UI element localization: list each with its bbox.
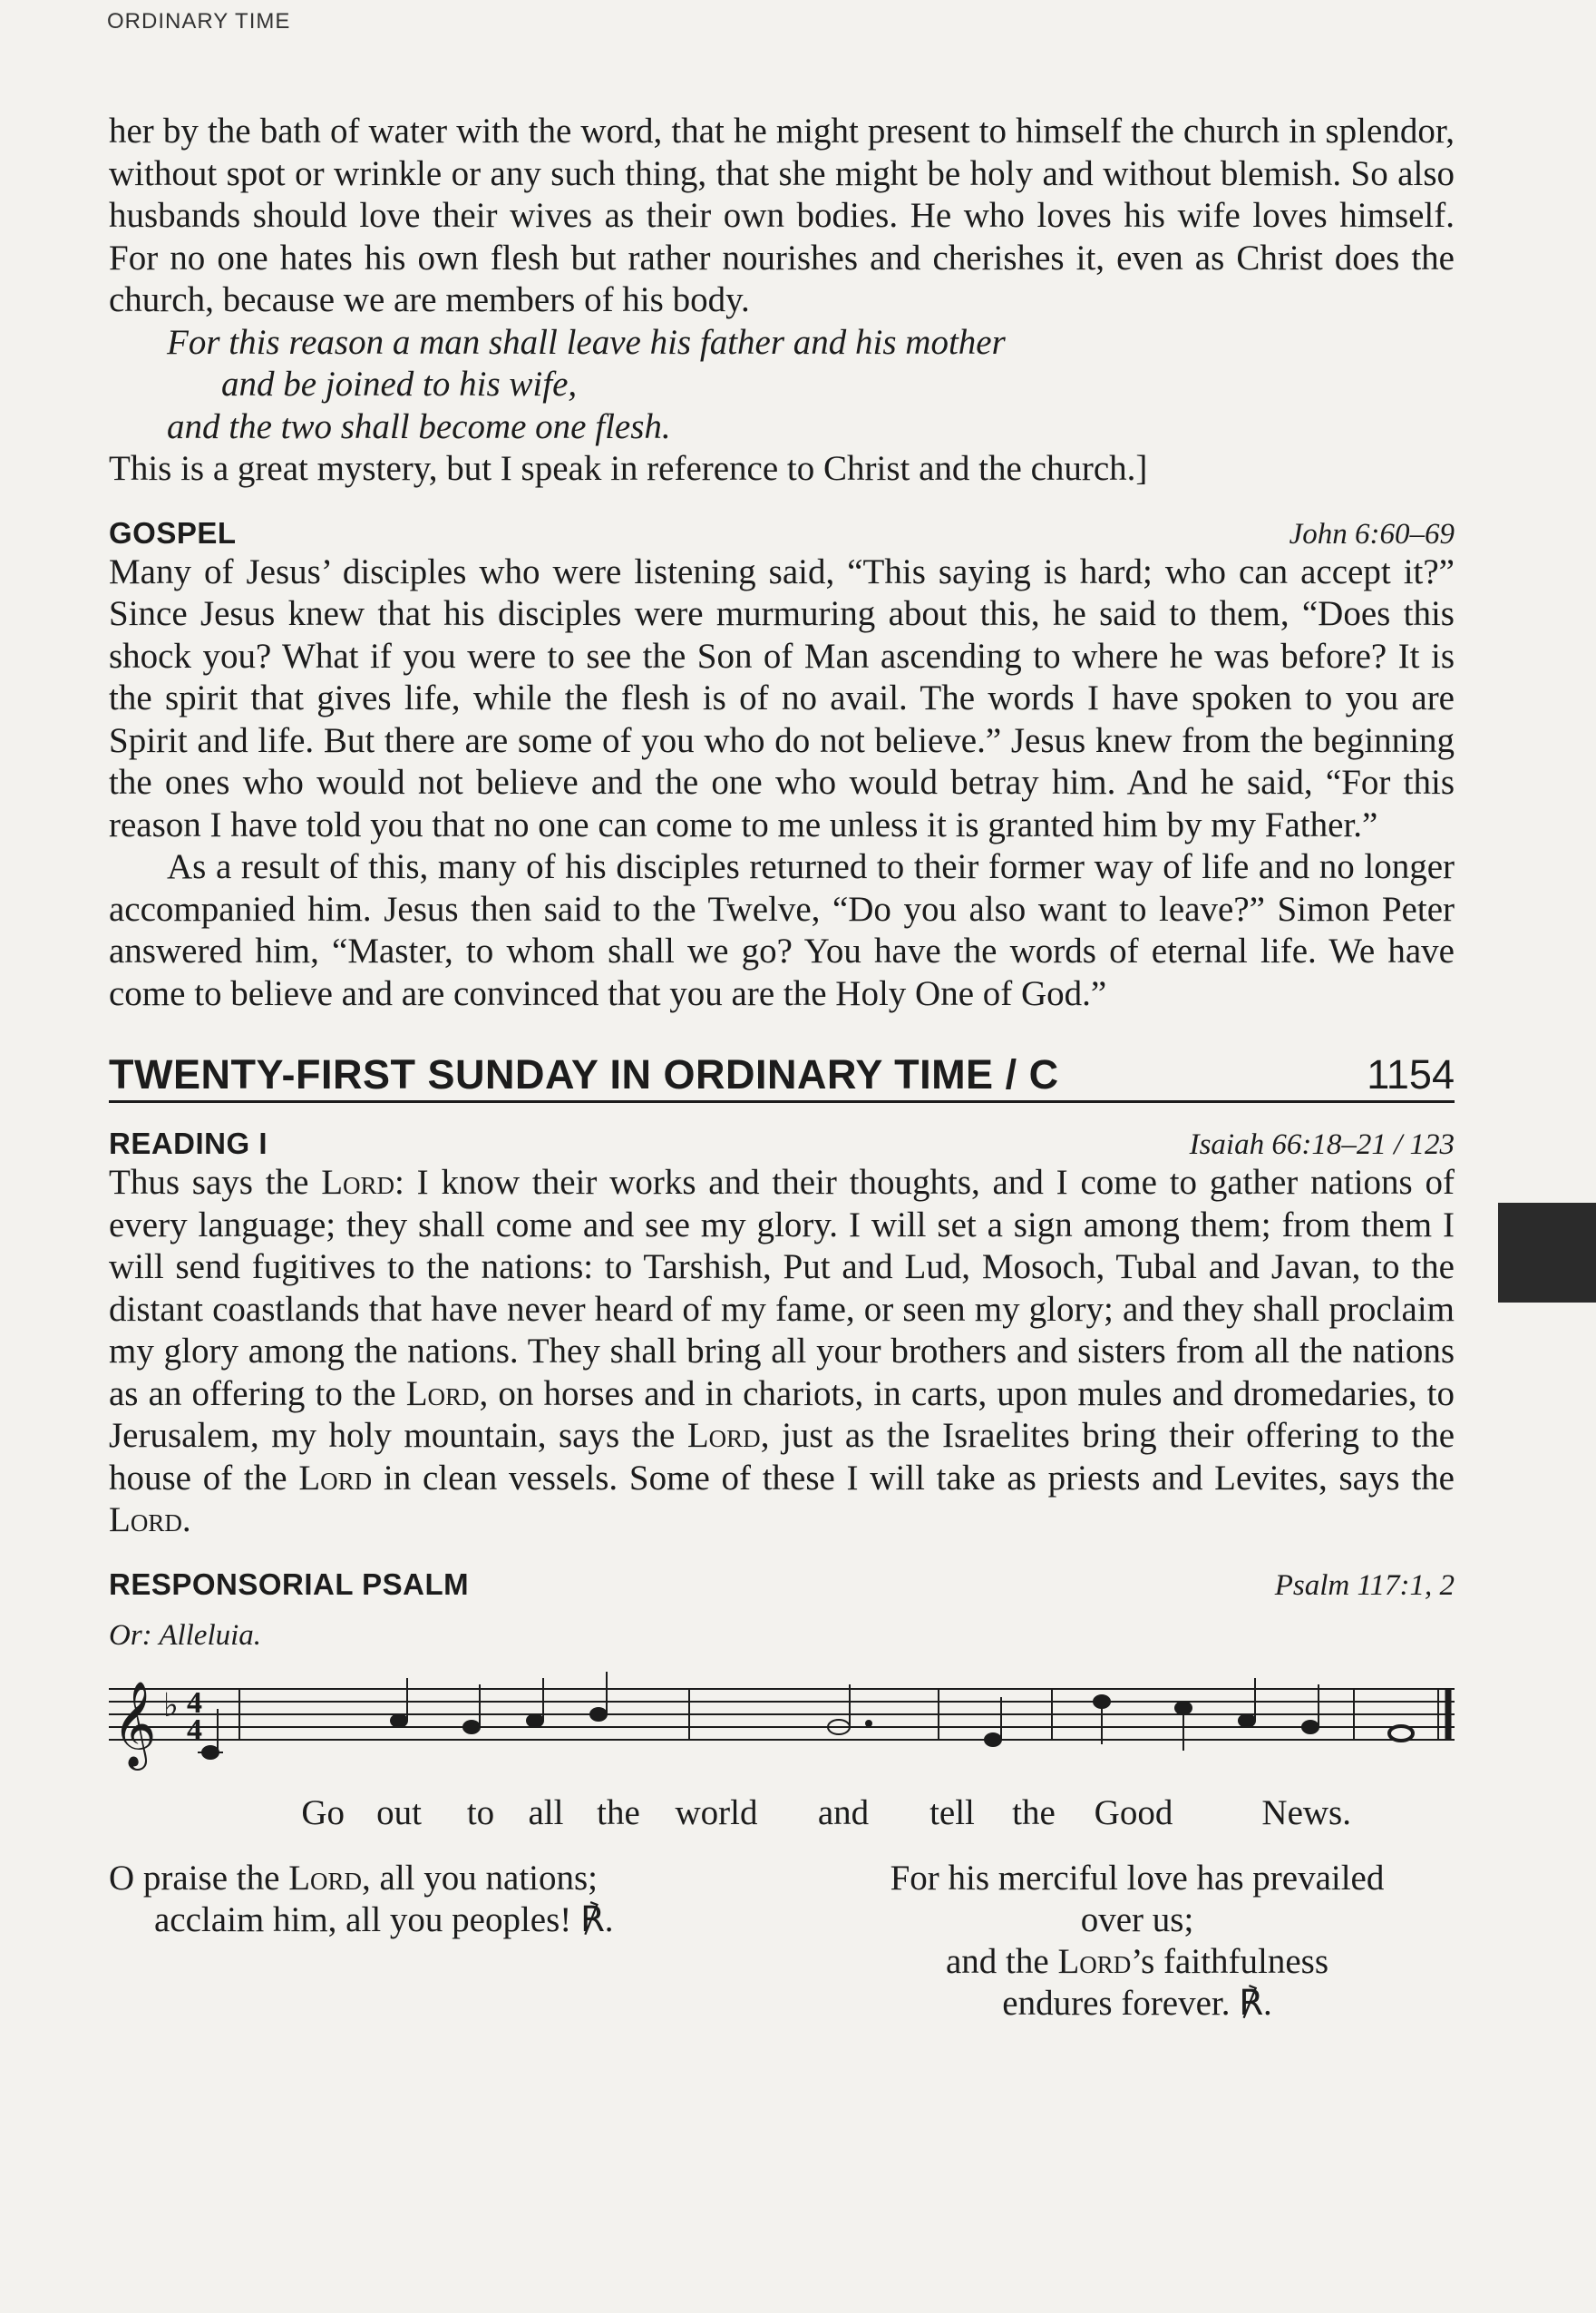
page-content — [109, 111, 1455, 2025]
verse-line: For his merciful love has prevailed — [890, 1858, 1385, 1898]
reading1-label: READING I — [109, 1127, 268, 1160]
flat-key-signature-icon: ♭ — [163, 1686, 179, 1724]
gospel-paragraph-2: As a result of this, many of his disciples returned to their former way of life and no longer accompanied him. Jesus then said to the Twelve, “Do you also want to leave?” Simon Peter answered him, “Master, to whom shall we go? You have the words of eternal life. We have come to believe and are convinced that you are the Holy One of God.” — [109, 847, 1455, 1013]
lyric-word: and — [817, 1792, 870, 1832]
running-head: ORDINARY TIME — [107, 9, 291, 34]
note-head — [1302, 1721, 1319, 1733]
psalm-verses — [109, 1858, 1455, 2025]
quote-line-3: and the two shall become one flesh. — [167, 406, 671, 446]
reading-continued-paragraph: her by the bath of water with the word, that he might present to himself the church in splendor, without spot or wrinkle or any such thing, that she might be holy and without blemish. So also husbands should love their wives as their own bodies. He who loves his wife loves himself. For no one hates his own flesh but rather nourishes and cherishes it, even as Christ does the church, because we are members of his body. — [109, 112, 1455, 319]
scripture-quote — [109, 322, 1455, 449]
music-notation-svg — [109, 1662, 1455, 1789]
lyric-word: Good — [1094, 1792, 1173, 1832]
psalm-verse-2 — [820, 1858, 1455, 2025]
alternate-response: Or: Alleluia. — [109, 1618, 262, 1652]
note-head — [527, 1714, 543, 1727]
lyric-word: to — [466, 1792, 495, 1832]
lyric-word: all — [528, 1792, 564, 1832]
note-head — [202, 1746, 219, 1759]
note-head — [985, 1733, 1001, 1746]
time-signature-top: 4 — [187, 1685, 202, 1720]
lyric-word: the — [1012, 1792, 1056, 1832]
note-head — [463, 1721, 480, 1733]
gospel-citation: John 6:60–69 — [1289, 517, 1455, 551]
lyric-word: out — [376, 1792, 422, 1832]
sunday-title: TWENTY-FIRST SUNDAY IN ORDINARY TIME / C — [109, 1051, 1059, 1098]
lyric-word: the — [597, 1792, 640, 1832]
refrain-lyrics — [109, 1792, 1455, 1840]
dot — [866, 1721, 871, 1726]
lyric-word: Go — [301, 1792, 345, 1832]
music-staff — [109, 1662, 1455, 1789]
gospel-paragraph-1: Many of Jesus’ disciples who were listening said, “This saying is hard; who can accept it?” Since Jesus knew that his disciples were murmuring about this, he said to them, “Does this shock you? What if you were to see the Son of Man ascending to where he was before? It is the spirit that gives life, while the flesh is of no avail. The words I have spoken to you are Spirit and life. But there are some of you who do not believe.” Jesus knew from the beginning the ones who would not believe and the one who would betray him. And he said, “For this reason I have told you that no one can come to me unless it is granted him by my Father.” — [109, 551, 1455, 844]
note-head — [1239, 1714, 1255, 1727]
lord-small-caps: Lord — [288, 1858, 363, 1898]
psalm-verse-1 — [109, 1858, 744, 2025]
reading1-citation: Isaiah 66:18–21 / 123 — [1189, 1128, 1455, 1161]
thumb-index-tab — [1498, 1203, 1596, 1303]
reading1-header — [109, 1127, 1455, 1162]
note-head — [391, 1714, 407, 1727]
whole-note-head — [1389, 1726, 1413, 1741]
psalm-label: RESPONSORIAL PSALM — [109, 1566, 470, 1601]
psalm-citation: Psalm 117:1, 2 — [1274, 1568, 1455, 1602]
lyric-word: world — [675, 1792, 758, 1832]
lord-small-caps: Lord — [109, 1500, 182, 1539]
quote-line-1: For this reason a man shall leave his father and his mother — [167, 322, 1006, 362]
reading1-paragraph: Thus says the Lord: I know their works and their thoughts, and I come to gather nations of every language; they shall come and see my glory. I will set a sign among them; from them I will send fugitives to the nations: to Tarshish, Put and Lud, Mosoch, Tubal and Javan, to the distant coastlands that have never heard of my fame, or seen my glory; and they shall proclaim my glory among the nations. They shall bring all your brothers and sisters from all the nations as an offering to the Lord, on horses and in chariots, in carts, upon mules and dromedaries, to Jerusalem, my holy mountain, says the Lord, just as the Israelites bring their offering to the house of the Lord in clean vessels. Some of these I will take as priests and Levites, says the Lord. — [109, 1163, 1455, 1539]
lord-small-caps: Lord — [686, 1416, 761, 1455]
time-signature-bottom: 4 — [187, 1713, 202, 1747]
lord-small-caps: Lord — [1057, 1941, 1132, 1981]
psalm-header — [109, 1567, 1455, 1603]
sunday-heading — [109, 1051, 1455, 1103]
note-head — [590, 1708, 607, 1721]
lord-small-caps: Lord — [405, 1373, 480, 1413]
lord-small-caps: Lord — [298, 1458, 373, 1498]
treble-clef-icon: 𝄞 — [112, 1680, 157, 1767]
verse-line: and the Lord’s faithfulness — [945, 1941, 1329, 1981]
verse-line: O praise the Lord, all you nations; — [109, 1858, 598, 1898]
lyric-word: News. — [1261, 1792, 1351, 1832]
lord-small-caps: Lord — [321, 1163, 395, 1202]
reading-closing-line: This is a great mystery, but I speak in reference to Christ and the church.] — [109, 449, 1148, 488]
gospel-label: GOSPEL — [109, 515, 237, 550]
gospel-header — [109, 516, 1455, 551]
lectionary-number: 1154 — [1367, 1051, 1455, 1098]
lyric-word: tell — [929, 1792, 975, 1832]
verse-line: endures forever. ℟. — [1002, 1983, 1272, 2023]
quote-line-2: and be joined to his wife, — [221, 365, 578, 404]
verse-line: acclaim him, all you peoples! ℟. — [154, 1899, 614, 1939]
verse-line: over us; — [1080, 1899, 1194, 1939]
